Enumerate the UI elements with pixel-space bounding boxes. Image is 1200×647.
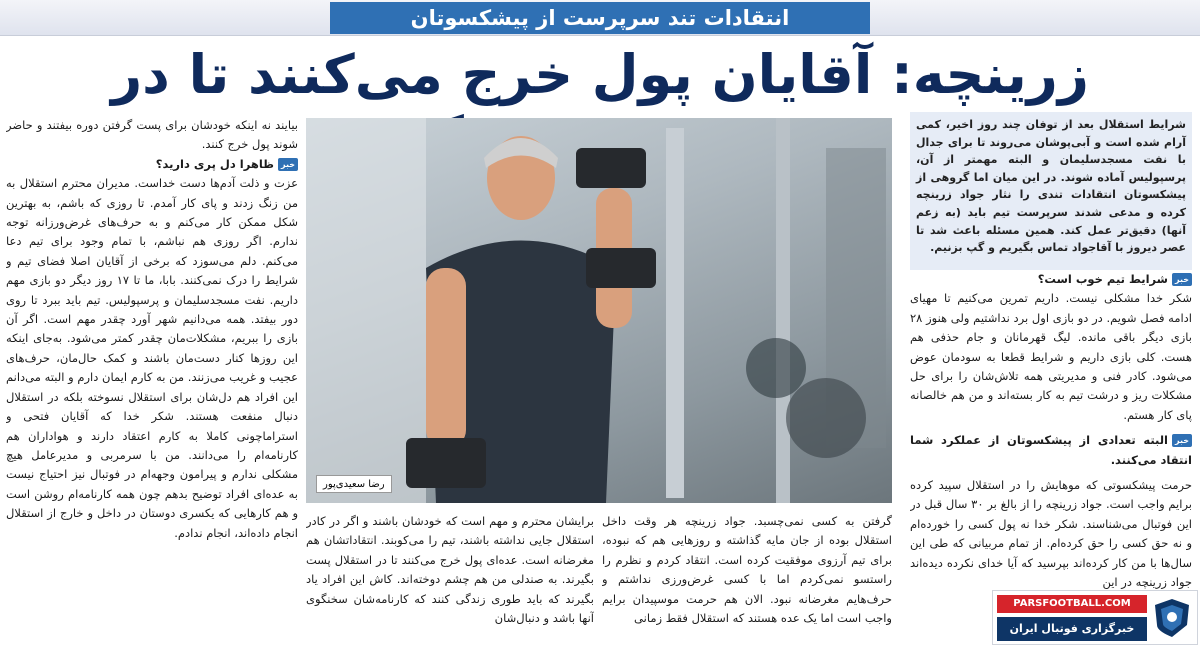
weight-plate [746, 338, 806, 398]
answer-2: حرمت پیشکسوتی که موهایش را در استقلال سپید کرده برایم واجب است. جواد زرینچه را از بالغ بر ۳۰ سال قبل در این فوتبال می‌شناسند. شکر خدا نه پول کسی را خورده‌ام و نه حق کسی را حق کرده‌ام. از تمام مربیانی که طی این سال‌ها با من کار کرده‌اند بپرسید که آیا خدای نکرده دیده‌اند جواد زرینچه در این [910, 478, 1192, 590]
gym-frame [666, 128, 684, 498]
question-2-text: البته تعدادی از پیشکسوتان از عملکرد شما انتقاد می‌کنند. [910, 433, 1192, 467]
answer-1: شکر خدا مشکلی نیست. داریم تمرین می‌کنیم تا مهیای ادامه فصل شویم. در دو بازی اول برد نداشتیم ولی هنوز ۲۸ بازی دیگر باقی مانده. لیگ قهرمانان و جام حذفی هم هست. کلی بازی داریم و شرایط قطعا به سودمان عوض می‌شود. کادر فنی و مدیریتی همه تلاش‌شان را برای حل مشکلات ریز و درشت تیم به کار بسته‌اند و من هم خالصانه پای کار هستم. [910, 291, 1192, 422]
paragraph-continued: بیایند نه اینکه خودشان برای پست گرفتن دوره بیفتند و حاضر شوند پول خرج کنند. [6, 118, 298, 152]
weight-plate [786, 378, 866, 458]
photo-illustration [306, 118, 892, 503]
article-column-mid-right: گرفتن به کسی نمی‌چسبد. جواد زرینچه هر وقت داخل استقلال بوده از جان مایه گذاشته و روزهایی هم که نبوده، برای تیم آرزوی موفقیت کرده است. انتقاد کردم و نظرم را راستسو نمی‌کردم اما با کسی غرض‌ورزی نداشتم و حرف‌هایم مغرضانه نبود. الان هم حرمت موسپیدان برایم واجب است اما یک عده هستند که استقلال فقط زمانی [602, 514, 892, 626]
dumbbell-left [406, 438, 486, 488]
left-arm [426, 268, 466, 448]
article-column-left [6, 116, 298, 647]
question-3-text: ظاهرا دل پری دارید؟ [155, 156, 274, 171]
photo-credit: رضا سعیدی‌پور [316, 475, 392, 493]
kicker: انتقادات تند سرپرست از پیشکسوتان [330, 2, 870, 34]
kicker-bar [0, 0, 1200, 36]
question-2 [910, 431, 1192, 470]
news-badge-icon: خبر [1172, 273, 1192, 286]
question-1 [910, 270, 1192, 289]
news-badge-icon: خبر [1172, 434, 1192, 447]
headline: زرینچه: آقایان پول خرج می‌کنند تا در [111, 43, 1089, 106]
dumbbell-top [576, 148, 646, 188]
photo-zarrincheh-gym [306, 118, 892, 503]
question-3 [6, 155, 298, 174]
watermark-name: خبرگزاری فوتبال ایران [997, 617, 1147, 641]
news-badge-icon: خبر [278, 158, 298, 171]
article-column-mid-left: برایشان محترم و مهم است که خودشان باشند و اگر در کادر استقلال جایی نداشته باشند، تیم را می‌کوبند. انتقاداتشان هم مغرضانه است. عده‌ای پول خرج می‌کنند تا در استقلال پست بگیرند. به صندلی من هم چشم دوخته‌اند. کاش این افراد یاد بگیرند که باید طوری زندگی کنند که کارنامه‌شان سخنگوی آنها باشد و دنبال‌شان [306, 514, 594, 626]
answer-3: عزت و ذلت آدم‌ها دست خداست. مدیران محترم استقلال به من زنگ زدند و پای کار آمدم. تا روزی که باشم، به بهترین شکل ممکن کار می‌کنم و به حرف‌های غرض‌ورزانه توجه ندارم. اگر روزی هم نباشم، با تمام وجود برای تیم دعا می‌کنم. دلم می‌سوزد که برخی از آقایان اصلا فضای تیم و شرایط را درک نمی‌کنند. بابا، ما تا ۱۷ روز دیگر دو بازی مهم داریم. نفت مسجدسلیمان و پرسپولیس. تیم باید ببرد تا روی دور بیفتد. همه می‌دانیم شهر آورد چقدر مهم است. اگر آن بازی را ببریم، مشکلات‌مان چقدر کمتر می‌شود. به‌جای اینکه این روزها کنار دست‌مان باشند و کمک حال‌مان، حرف‌های عجیب و غریب می‌زنند. من به کارم ایمان دارم و البته می‌دانم این افراد هم دل‌شان برای استقلال نسوخته بلکه در استقلال دنبال منفعت هستند. شکر خدا که آقایان فتحی و استراماچونی کاملا به کارم اعتقاد دارند و هواداران هم کارنامه‌ام را می‌دانند. من با سرمربی و مدیرعامل هیچ مشکلی ندارم و پیرامون وجهه‌ام در فوتبال نیز احتیاج نیست به عده‌ای افراد توضیح بدهم چون همه کارنامه‌ام روشن است و هم کارهایی که یکسری دوستان در داخل و خارج از استقلال انجام داده‌اند، انجام ندادم. [6, 176, 298, 540]
shield-logo-icon [1151, 597, 1193, 639]
question-1-text: شرایط تیم خوب است؟ [1037, 272, 1168, 286]
watermark-site: PARSFOOTBALL.COM [997, 595, 1147, 613]
parsfootball-watermark [992, 590, 1198, 645]
lead-paragraph: شرایط استقلال بعد از توفان چند روز اخیر، کمی آرام شده است و آبی‌پوشان می‌روند تا برای جدال با نفت مسجدسلیمان و البته مهمتر از آن، پرسپولیس آماده شوند. در این میان اما گروهی از پیشکسوتان انتقادات تندی را نثار جواد زرینچه کرده و مدعی شدند سرپرست تیم باید (به زعم آنها) دقیق‌تر عمل کند. همین مسئله باعث شد تا عصر دیروز با آقاجواد تماس بگیریم و گپ بزنیم. [910, 112, 1192, 270]
gym-frame [776, 118, 790, 503]
dumbbell-right [586, 248, 656, 288]
